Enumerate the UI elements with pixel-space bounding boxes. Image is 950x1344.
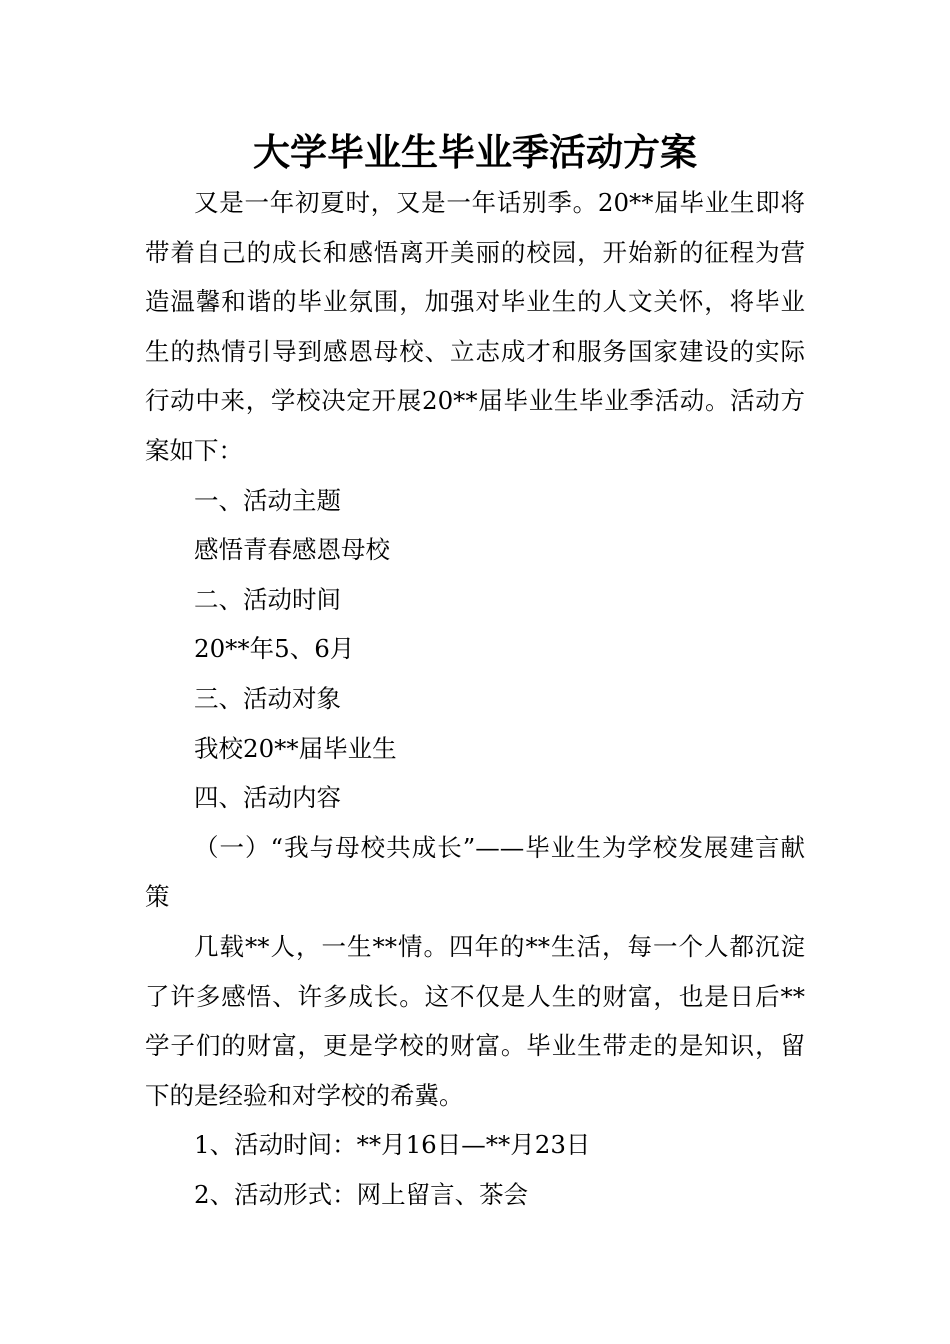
theme-text: 感悟青春感恩母校 <box>194 535 390 565</box>
audience-text: 我校20**届毕业生 <box>194 733 397 763</box>
section-heading-audience: 三、活动对象 <box>194 683 341 713</box>
subsection-heading-1: （一）“我与母校共成长”——毕业生为学校发展建言献策 <box>145 832 805 912</box>
section-heading-content: 四、活动内容 <box>194 783 341 813</box>
intro-paragraph: 又是一年初夏时，又是一年话别季。20**届毕业生即将带着自己的成长和感悟离开美丽的校园，开始新的征程为营造温馨和谐的毕业氛围，加强对毕业生的人文关怀，将毕业生的热情引导到感恩母校、立志成才和服务国家建设的实际行动中来，学校决定开展20**届毕业生毕业季活动。活动方案如下： <box>145 188 805 465</box>
section-heading-time: 二、活动时间 <box>194 584 341 614</box>
document-title: 大学毕业生毕业季活动方案 <box>253 131 697 174</box>
subsection-paragraph: 几载**人，一生**情。四年的**生活，每一个人都沉淀了许多感悟、许多成长。这不仅是人生的财富，也是日后**学子们的财富，更是学校的财富。毕业生带走的是知识，留下的是经验和对学校的希冀。 <box>145 931 805 1110</box>
list-item-format: 2、活动形式：网上留言、茶会 <box>194 1179 529 1209</box>
section-heading-theme: 一、活动主题 <box>194 485 341 515</box>
list-item-time: 1、活动时间：**月16日—**月23日 <box>194 1130 591 1160</box>
time-text: 20**年5、6月 <box>194 634 355 664</box>
document-body <box>145 178 805 1219</box>
